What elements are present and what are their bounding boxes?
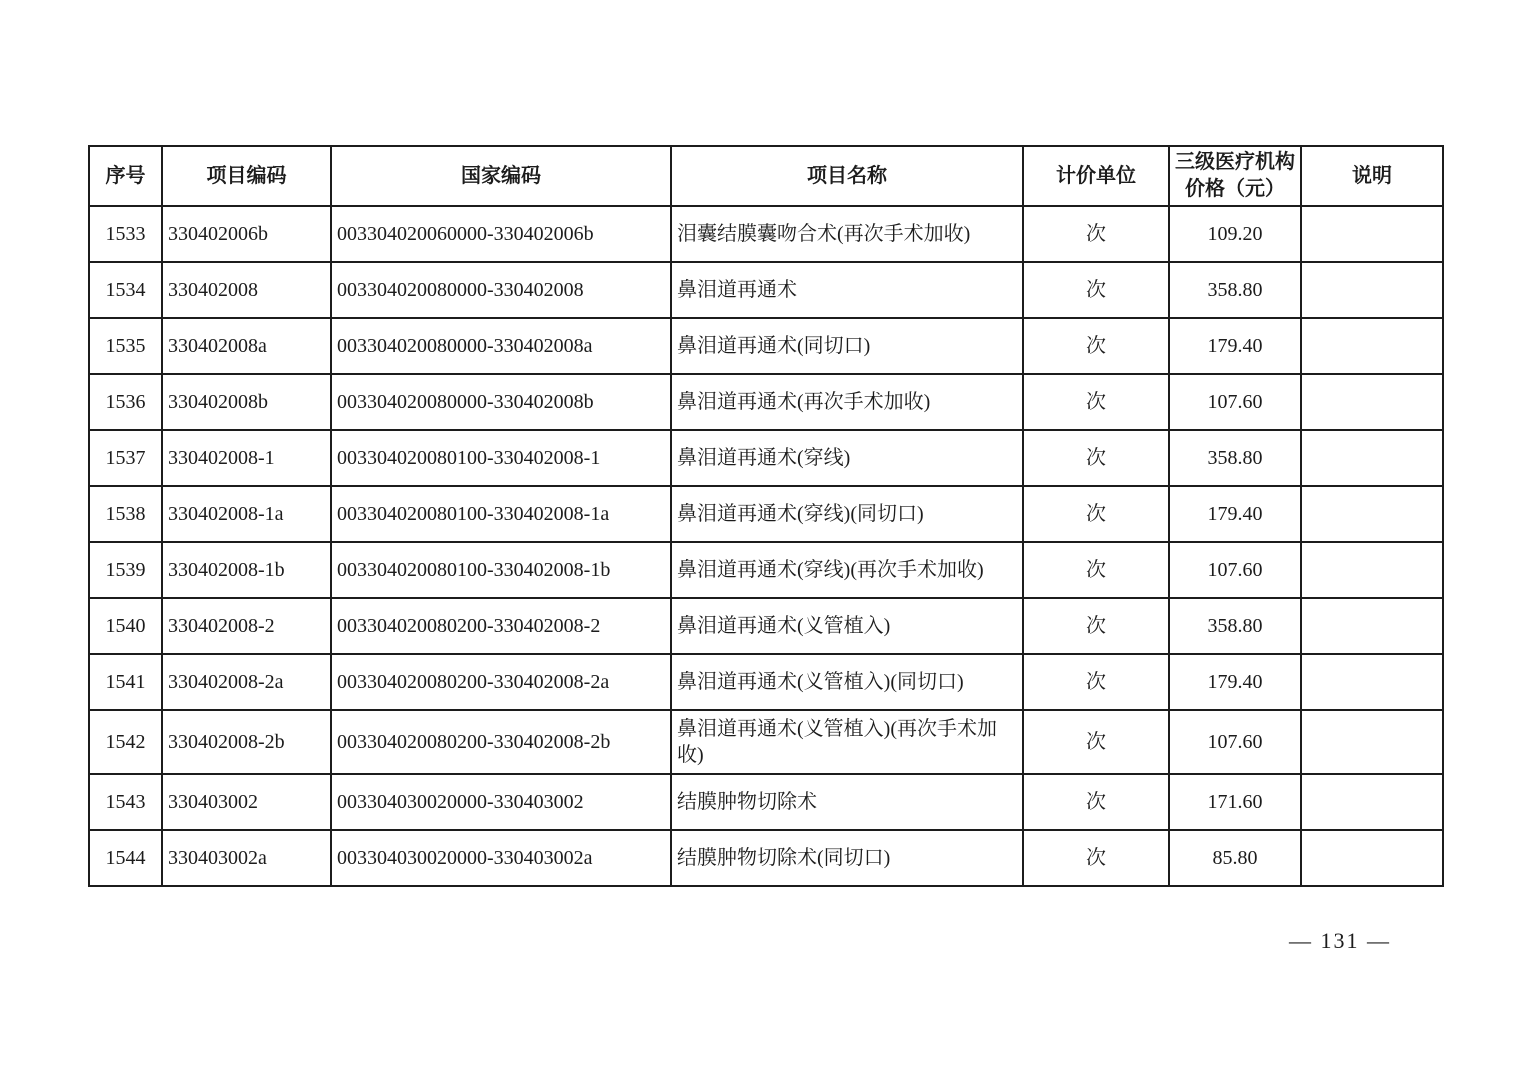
cell-national-code: 003304020080100-330402008-1b (331, 542, 671, 598)
cell-unit: 次 (1023, 206, 1169, 262)
cell-index: 1541 (89, 654, 162, 710)
cell-project-code: 330402008-2 (162, 598, 331, 654)
cell-price: 358.80 (1169, 262, 1301, 318)
cell-project-code: 330402008a (162, 318, 331, 374)
table-row (89, 486, 1443, 542)
cell-national-code: 003304030020000-330403002 (331, 774, 671, 830)
cell-index: 1533 (89, 206, 162, 262)
cell-national-code: 003304030020000-330403002a (331, 830, 671, 886)
cell-index: 1542 (89, 710, 162, 774)
table-row (89, 374, 1443, 430)
cell-unit: 次 (1023, 710, 1169, 774)
cell-unit: 次 (1023, 830, 1169, 886)
cell-project-name: 鼻泪道再通术(穿线) (671, 430, 1023, 486)
cell-index: 1543 (89, 774, 162, 830)
cell-index: 1544 (89, 830, 162, 886)
cell-project-name: 结膜肿物切除术 (671, 774, 1023, 830)
cell-project-code: 330402008-1 (162, 430, 331, 486)
cell-note (1301, 430, 1443, 486)
cell-project-name: 结膜肿物切除术(同切口) (671, 830, 1023, 886)
cell-price: 179.40 (1169, 318, 1301, 374)
cell-project-code: 330402008 (162, 262, 331, 318)
cell-national-code: 003304020080000-330402008 (331, 262, 671, 318)
cell-unit: 次 (1023, 598, 1169, 654)
table-header-row (89, 146, 1443, 206)
cell-unit: 次 (1023, 374, 1169, 430)
cell-project-code: 330403002a (162, 830, 331, 886)
cell-price: 358.80 (1169, 598, 1301, 654)
cell-index: 1535 (89, 318, 162, 374)
cell-national-code: 003304020080100-330402008-1 (331, 430, 671, 486)
table-row (89, 430, 1443, 486)
cell-index: 1540 (89, 598, 162, 654)
cell-price: 171.60 (1169, 774, 1301, 830)
cell-unit: 次 (1023, 486, 1169, 542)
table-header (89, 146, 1443, 206)
cell-note (1301, 710, 1443, 774)
cell-project-name: 泪囊结膜囊吻合术(再次手术加收) (671, 206, 1023, 262)
cell-note (1301, 830, 1443, 886)
cell-index: 1539 (89, 542, 162, 598)
cell-unit: 次 (1023, 430, 1169, 486)
cell-note (1301, 774, 1443, 830)
cell-project-name: 鼻泪道再通术(义管植入) (671, 598, 1023, 654)
table-row (89, 318, 1443, 374)
table-row (89, 774, 1443, 830)
col-header-project-name: 项目名称 (671, 146, 1023, 206)
cell-project-name: 鼻泪道再通术(义管植入)(同切口) (671, 654, 1023, 710)
cell-price: 85.80 (1169, 830, 1301, 886)
col-header-index: 序号 (89, 146, 162, 206)
cell-index: 1537 (89, 430, 162, 486)
cell-project-code: 330402008b (162, 374, 331, 430)
cell-project-name: 鼻泪道再通术(义管植入)(再次手术加收) (671, 710, 1023, 774)
table-row (89, 598, 1443, 654)
cell-note (1301, 206, 1443, 262)
table-row (89, 710, 1443, 774)
col-header-project-code: 项目编码 (162, 146, 331, 206)
cell-index: 1538 (89, 486, 162, 542)
cell-national-code: 003304020080000-330402008a (331, 318, 671, 374)
cell-price: 358.80 (1169, 430, 1301, 486)
cell-national-code: 003304020080200-330402008-2a (331, 654, 671, 710)
cell-unit: 次 (1023, 262, 1169, 318)
cell-project-code: 330402008-1a (162, 486, 331, 542)
cell-national-code: 003304020080000-330402008b (331, 374, 671, 430)
cell-project-name: 鼻泪道再通术(再次手术加收) (671, 374, 1023, 430)
cell-unit: 次 (1023, 774, 1169, 830)
cell-note (1301, 262, 1443, 318)
cell-unit: 次 (1023, 318, 1169, 374)
cell-note (1301, 486, 1443, 542)
cell-note (1301, 318, 1443, 374)
cell-national-code: 003304020080100-330402008-1a (331, 486, 671, 542)
table-row (89, 262, 1443, 318)
cell-unit: 次 (1023, 542, 1169, 598)
cell-project-code: 330402008-2a (162, 654, 331, 710)
cell-price: 179.40 (1169, 486, 1301, 542)
cell-project-code: 330402006b (162, 206, 331, 262)
cell-price: 107.60 (1169, 374, 1301, 430)
table-row (89, 654, 1443, 710)
table-row (89, 830, 1443, 886)
col-header-national-code: 国家编码 (331, 146, 671, 206)
table-body (89, 206, 1443, 886)
cell-price: 107.60 (1169, 710, 1301, 774)
cell-project-name: 鼻泪道再通术 (671, 262, 1023, 318)
cell-project-code: 330402008-2b (162, 710, 331, 774)
cell-note (1301, 598, 1443, 654)
cell-note (1301, 542, 1443, 598)
cell-index: 1534 (89, 262, 162, 318)
medical-price-table (88, 145, 1444, 887)
col-header-price: 三级医疗机构价格（元） (1169, 146, 1301, 206)
page-number: — 131 — (1289, 928, 1391, 953)
cell-note (1301, 654, 1443, 710)
cell-national-code: 003304020080200-330402008-2b (331, 710, 671, 774)
table-row (89, 542, 1443, 598)
cell-note (1301, 374, 1443, 430)
cell-national-code: 003304020080200-330402008-2 (331, 598, 671, 654)
cell-unit: 次 (1023, 654, 1169, 710)
col-header-unit: 计价单位 (1023, 146, 1169, 206)
table-row (89, 206, 1443, 262)
cell-price: 179.40 (1169, 654, 1301, 710)
cell-project-name: 鼻泪道再通术(穿线)(再次手术加收) (671, 542, 1023, 598)
cell-price: 109.20 (1169, 206, 1301, 262)
cell-project-name: 鼻泪道再通术(同切口) (671, 318, 1023, 374)
cell-project-code: 330402008-1b (162, 542, 331, 598)
cell-project-name: 鼻泪道再通术(穿线)(同切口) (671, 486, 1023, 542)
cell-national-code: 003304020060000-330402006b (331, 206, 671, 262)
col-header-note: 说明 (1301, 146, 1443, 206)
cell-project-code: 330403002 (162, 774, 331, 830)
cell-index: 1536 (89, 374, 162, 430)
cell-price: 107.60 (1169, 542, 1301, 598)
